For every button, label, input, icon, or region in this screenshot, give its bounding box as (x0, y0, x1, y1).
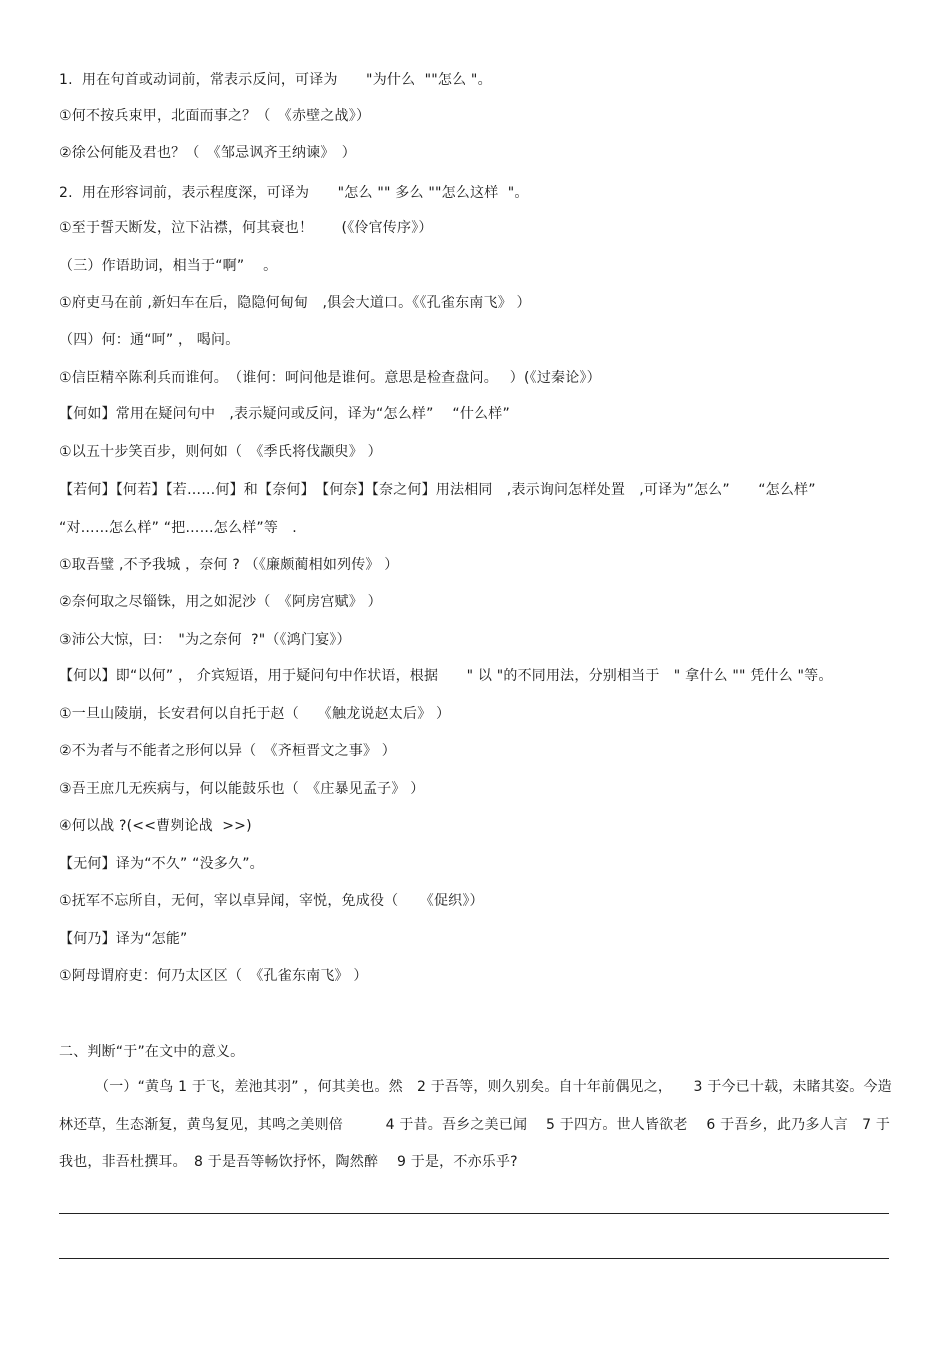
text-line-20: ③吾王庶几无疾病与，何以能鼓乐也（ 《庄暴见孟子》 ） (59, 781, 425, 797)
text-line-3: ②徐公何能及君也？（ 《邹忌讽齐王纳谏》 ） (59, 145, 356, 161)
text-line-15: ②奈何取之尽锱铢，用之如泥沙（ 《阿房宫赋》 ） (59, 594, 382, 610)
text-line-8: （四）何：通“呵” ， 喝问。 (59, 332, 240, 348)
text-line-13: “对……怎么样” “把……怎么样”等 . (59, 520, 297, 536)
answer-line-2 (59, 1258, 889, 1259)
text-line-10: 【何如】常用在疑问句中 ,表示疑问或反问，译为“怎么样” “什么样” (59, 406, 510, 422)
exercise-paragraph: （一）“黄鸟 1 于飞，差池其羽” ，何其美也。然 2 于吾等，则久别矣。自十年前偶见之， 3 于今已十载，未睹其姿。今造林还草，生态渐复，黄鸟复见，其鸣之美则倍 4 于昔。吾乡之美已闻 5 于四方。世人皆欲老 6 于吾乡，此乃多人言 7 于我也，非吾杜撰耳。 8 于是吾等畅饮抒怀，陶然醉 9 于是，不亦乐乎? (59, 1079, 892, 1170)
text-line-7: ①府吏马在前 ,新妇车在后，隐隐何甸甸 ,俱会大道口。《《孔雀东南飞》 ） (59, 295, 531, 311)
text-line-5: ①至于誓天断发，泣下沾襟，何其衰也！ (《伶官传序》） (59, 220, 433, 236)
text-line-17: 【何以】即“以何” ， 介宾短语，用于疑问句中作状语，根据 " 以 "的不同用法，分别相当于 " 拿什么 "" 凭什么 "等。 (59, 668, 833, 684)
text-line-16: ③沛公大惊，曰： "为之奈何 ?"（《鸿门宴》） (59, 632, 351, 648)
text-line-22: 【无何】译为“不久” “没多久”。 (59, 856, 264, 872)
text-line-18: ①一旦山陵崩，长安君何以自托于赵（ 《触龙说赵太后》 ） (59, 706, 451, 722)
text-line-6: （三）作语助词，相当于“啊” 。 (59, 258, 278, 274)
text-line-25: ①阿母谓府吏：何乃太区区（ 《孔雀东南飞》 ） (59, 968, 368, 984)
text-line-2: ①何不按兵束甲，北面而事之？（ 《赤壁之战》） (59, 108, 371, 124)
text-line-12: 【若何】【何若】【若……何】和【奈何】 【何奈】【奈之何】用法相同 ,表示询问怎样处置 ,可译为”怎么” “怎么样” (59, 482, 816, 498)
text-line-24: 【何乃】译为“怎能” (59, 931, 188, 947)
text-line-11: ①以五十步笑百步，则何如（ 《季氏将伐颛臾》 ） (59, 444, 382, 460)
text-line-19: ②不为者与不能者之形何以异（ 《齐桓晋文之事》 ） (59, 743, 396, 759)
text-line-21: ④何以战 ?(<<曹刿论战 >>) (59, 818, 252, 834)
text-line-14: ①取吾璧 ,不予我城 ，奈何 ? （《廉颇蔺相如列传》 ） (59, 557, 399, 573)
answer-line-1 (59, 1213, 889, 1214)
text-line-4: 2. 用在形容词前，表示程度深，可译为 "怎么 "" 多么 ""怎么这样 "。 (59, 185, 529, 201)
section-heading: 二、判断“于”在文中的意义。 (59, 1044, 245, 1060)
text-line-23: ①抚军不忘所自，无何，宰以卓异闻，宰悦，免成役（ 《促织》） (59, 893, 484, 909)
text-line-9: ①信臣精卒陈利兵而谁何。 （谁何：呵问他是谁何。意思是检查盘问。 ）(《过秦论》） (59, 370, 601, 386)
text-line-1: 1. 用在句首或动词前，常表示反问，可译为 "为什么 ""怎么 "。 (59, 72, 492, 88)
